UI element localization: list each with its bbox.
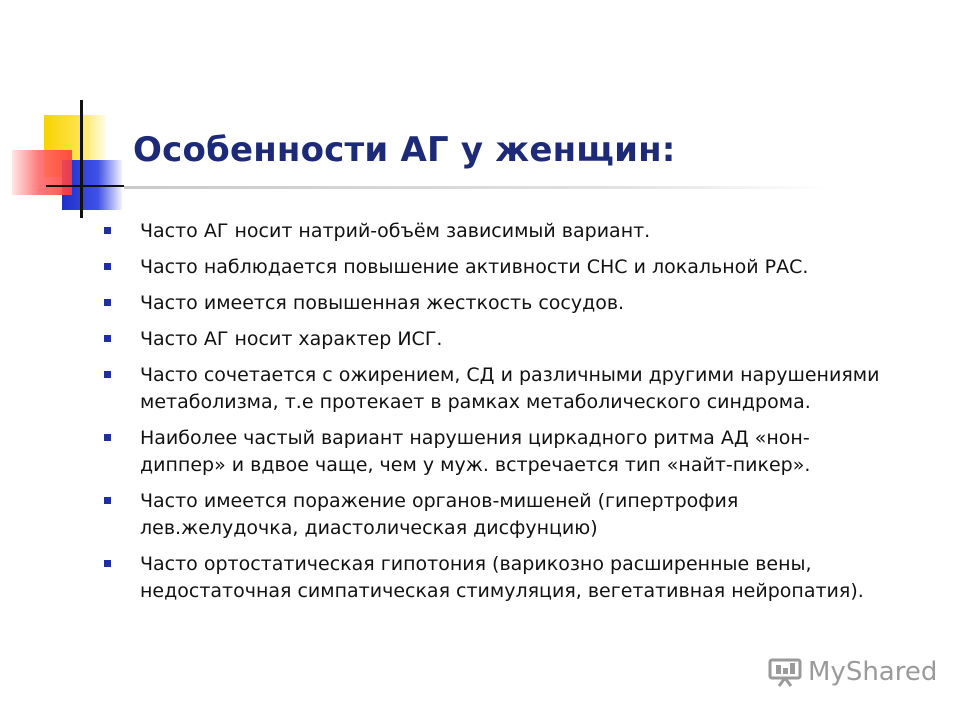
bullet-text: Часто АГ носит натрий-объём зависимый вариант. bbox=[140, 220, 651, 242]
bullet-item bbox=[104, 488, 894, 542]
square-bullet-icon bbox=[104, 263, 111, 270]
vertical-rule bbox=[80, 100, 83, 218]
short-horizontal-rule bbox=[46, 185, 124, 187]
bullet-text: Часто сочетается с ожирением, СД и различными другими нарушениями метаболизма, т.е протекает в рамках метаболического синдрома. bbox=[140, 364, 880, 413]
slide-title: Особенности АГ у женщин: bbox=[133, 130, 676, 170]
watermark-text: MyShared bbox=[808, 657, 938, 687]
bullet-item bbox=[104, 551, 894, 605]
bullet-item bbox=[104, 362, 894, 416]
bullet-text: Наиболее частый вариант нарушения циркадного ритма АД «нон-диппер» и вдвое чаще, чем у муж. встречается тип «найт-пикер». bbox=[140, 427, 811, 476]
square-bullet-icon bbox=[104, 560, 111, 567]
presentation-board-icon bbox=[768, 657, 802, 687]
bullet-text: Часто имеется поражение органов-мишеней (гипертрофия лев.желудочка, диастолическая дисфунцию) bbox=[140, 490, 739, 539]
bullet-list bbox=[104, 218, 894, 605]
bullet-item bbox=[104, 218, 894, 245]
red-square bbox=[12, 150, 72, 195]
bullet-item bbox=[104, 326, 894, 353]
square-bullet-icon bbox=[104, 227, 111, 234]
bullet-item bbox=[104, 254, 894, 281]
square-bullet-icon bbox=[104, 299, 111, 306]
square-bullet-icon bbox=[104, 497, 111, 504]
square-bullet-icon bbox=[104, 434, 111, 441]
square-bullet-icon bbox=[104, 335, 111, 342]
watermark bbox=[768, 655, 937, 689]
title-underline bbox=[124, 186, 834, 189]
bullet-text: Часто ортостатическая гипотония (варикозно расширенные вены, недостаточная симпатическая стимуляция, вегетативная нейропатия). bbox=[140, 553, 864, 602]
bullet-item bbox=[104, 290, 894, 317]
bullet-text: Часто имеется повышенная жесткость сосудов. bbox=[140, 292, 625, 314]
bullet-item bbox=[104, 425, 894, 479]
bullet-text: Часто наблюдается повышение активности СНС и локальной РАС. bbox=[140, 256, 809, 278]
corner-decoration bbox=[0, 0, 140, 230]
square-bullet-icon bbox=[104, 371, 111, 378]
bullet-text: Часто АГ носит характер ИСГ. bbox=[140, 328, 443, 350]
